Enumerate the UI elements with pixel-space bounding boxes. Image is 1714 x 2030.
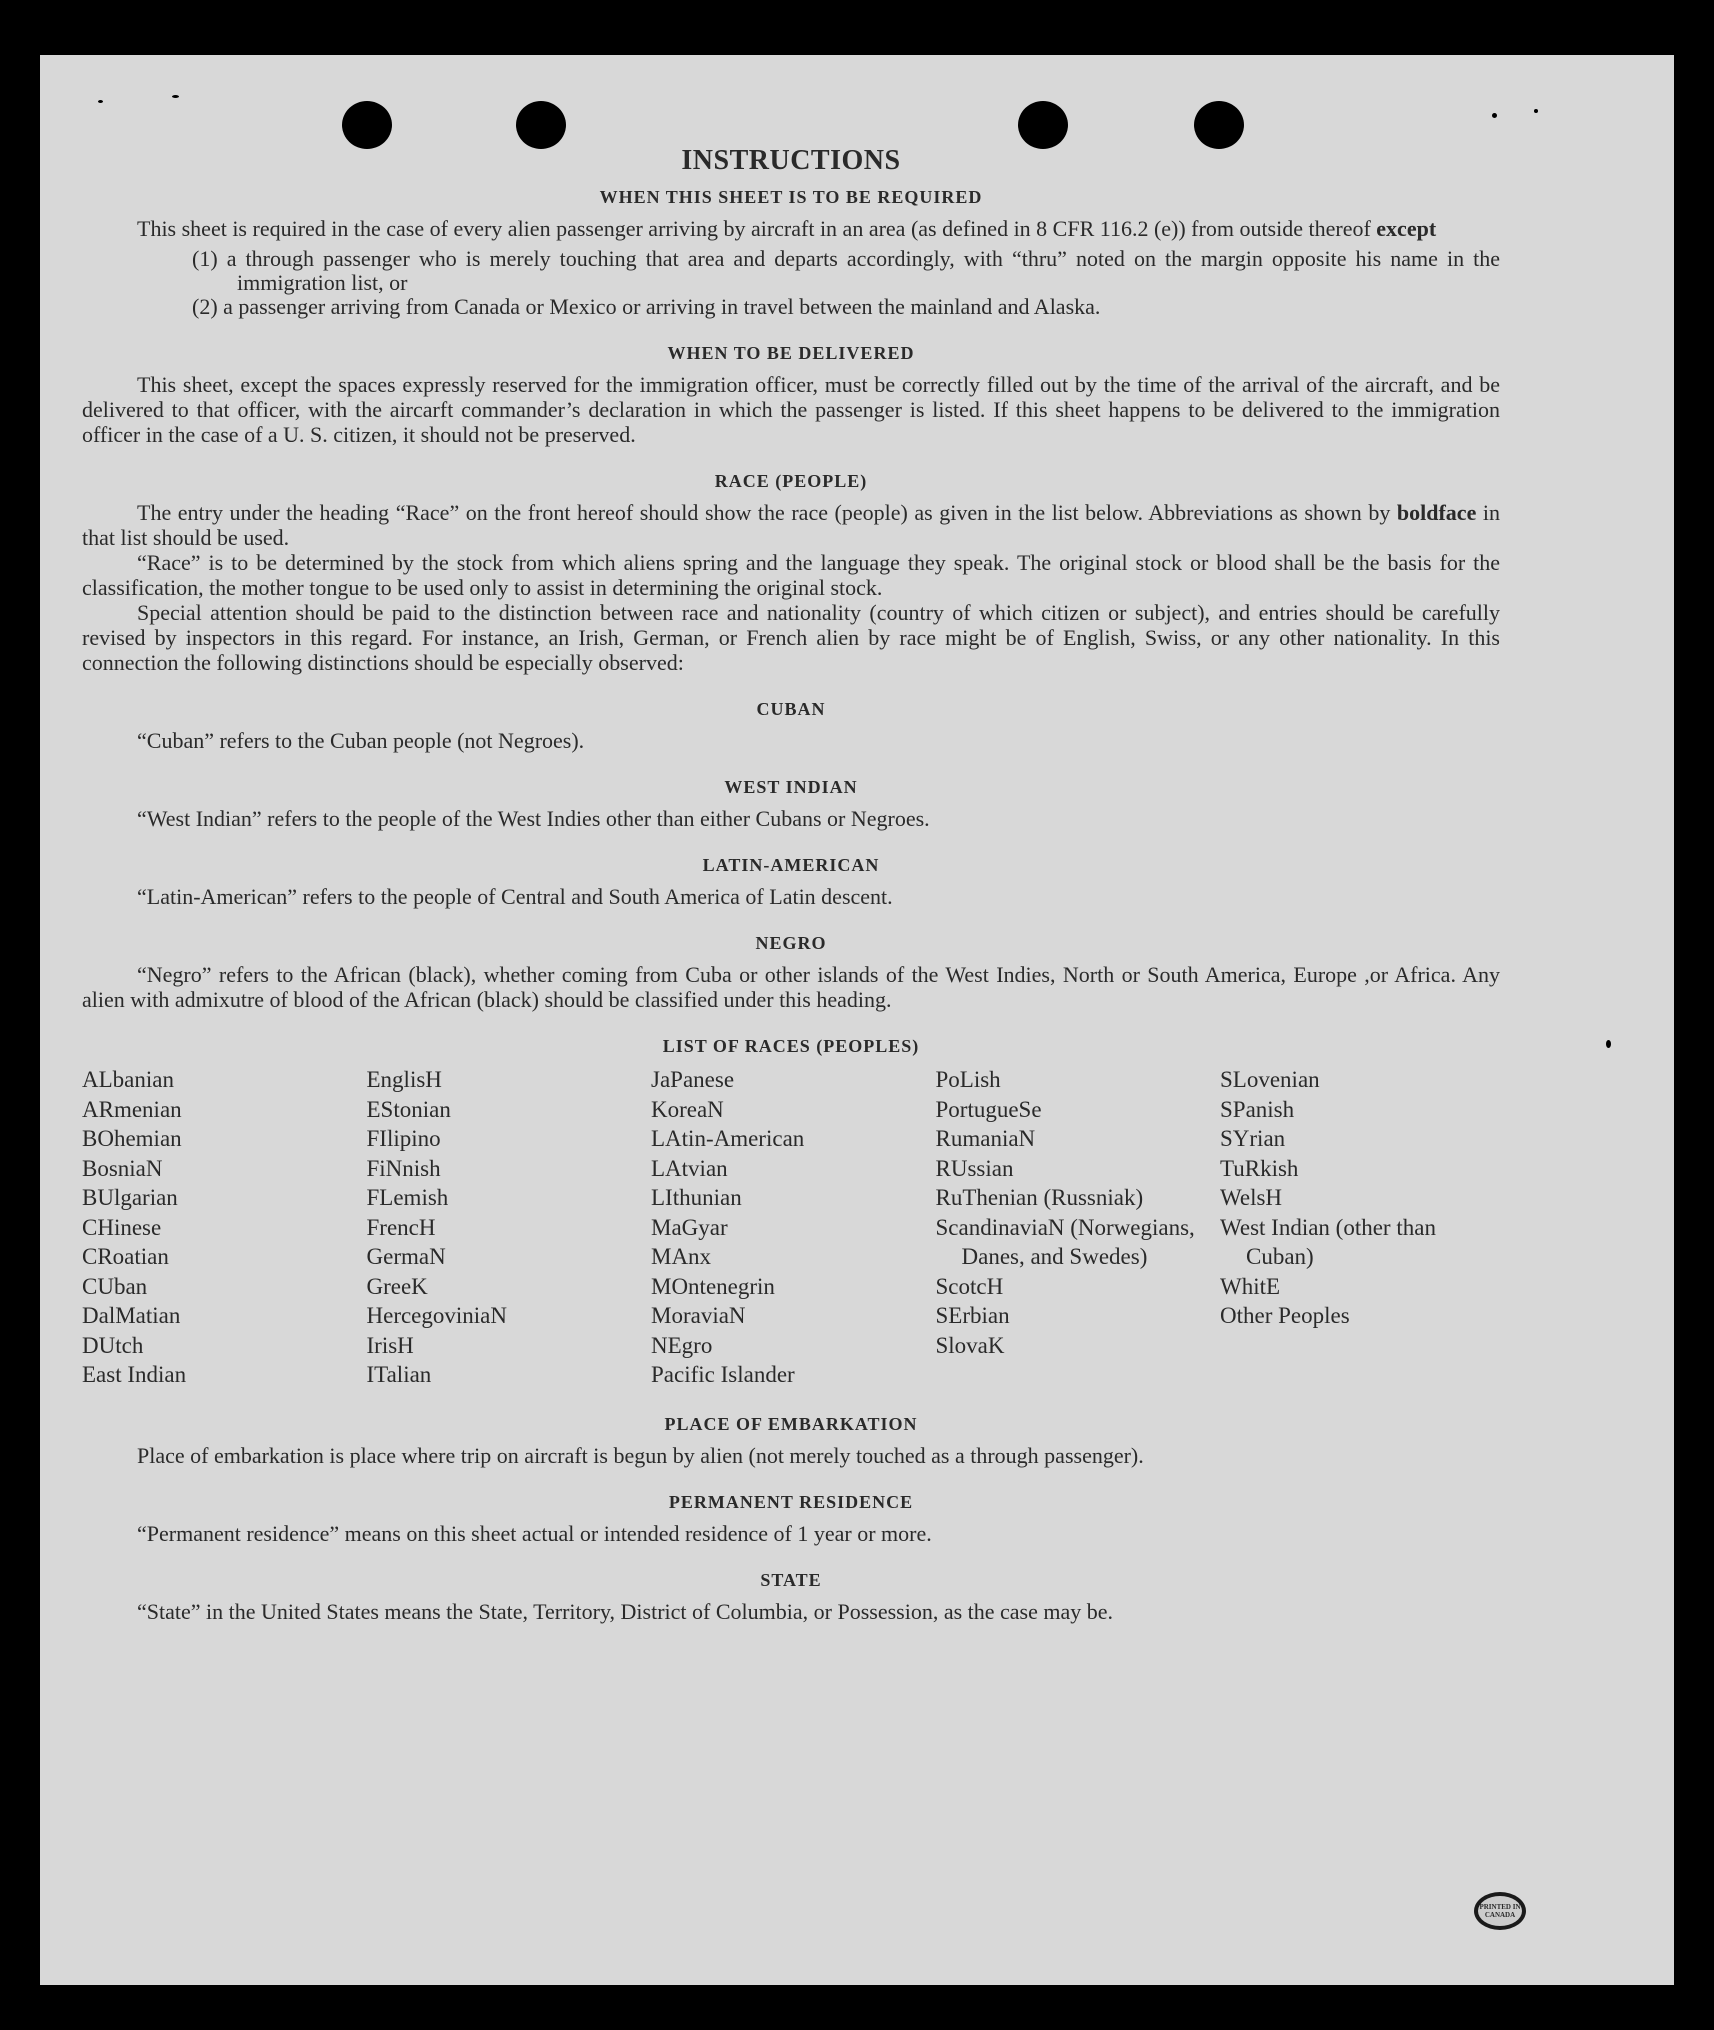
race-entry: FIlipino [366,1126,441,1151]
race-entry: SErbian [935,1303,1010,1328]
race-entry: LAtvian [651,1155,728,1181]
race-entry: JaPanese [651,1067,735,1092]
negro-text: “Negro” refers to the African (black), whether coming from Cuba or other islands of the West Indies, North or South America, Europe ,or Africa. Any alien with admixutre of blood of the African (black) should be classified under this heading. [82,962,1500,1012]
race-entry: RuThenian (Russniak) [935,1185,1144,1210]
race-entry: EStonian [366,1096,451,1122]
punch-hole [342,101,392,149]
race-entry: MAnx [651,1244,712,1269]
latin-american-heading: LATIN-AMERICAN [702,855,880,875]
race-paragraph-3: Special attention should be paid to the distinction between race and nationality (country of which citizen or subject), and entries should be carefully revised by inspectors in this regard. For instance, an Irish, German, or French alien by race might be of English, Swiss, or any other nationality. In this connection the following distinctions should be especially observed: [82,600,1500,675]
scan-speck [1534,109,1538,113]
race-entry: East Indian [82,1362,187,1387]
required-heading: WHEN THIS SHEET IS TO BE REQUIRED [599,187,983,207]
delivered-heading: WHEN TO BE DELIVERED [667,343,915,363]
state-heading: STATE [760,1569,822,1590]
race-entry: BOhemian [82,1126,182,1151]
race-entry: FiNnish [366,1155,441,1181]
race-entry: MOntenegrin [651,1273,775,1299]
race-entry: CRoatian [82,1244,169,1269]
race-entry: EnglisH [366,1067,442,1092]
races-column-2 [367,1065,647,1390]
race-entry: BosniaN [82,1155,163,1181]
punch-hole [1018,101,1068,149]
state-text: “State” in the United States means the State, Territory, District of Columbia, or Possession, as the case may be. [137,1598,1114,1624]
race-entry: KoreaN [651,1096,724,1122]
document-page [40,55,1674,1985]
punch-hole [1194,101,1244,149]
race-entry: SlovaK [935,1332,1005,1358]
race-entry: ARmenian [82,1096,182,1122]
race-entry: MaGyar [651,1214,728,1240]
race-entry: DUtch [82,1332,144,1358]
race-paragraph-2: “Race” is to be determined by the stock from which aliens spring and the language they speak. The original stock or blood shall be the basis for the classification, the mother tongue to be used only to assist in determining the original stock. [82,550,1500,600]
race-entry: WhitE [1220,1273,1281,1299]
race-paragraph-1: The entry under the heading “Race” on the front hereof should show the race (people) as given in the list below. Abbreviations as shown by boldface in that list should be used. [82,500,1501,550]
races-column-3 [651,1065,931,1390]
west-indian-text: “West Indian” refers to the people of the West Indies other than either Cubans or Negroes. [137,806,930,831]
race-entry: ScandinaviaN (Norwegians, Danes, and Swedes) [935,1214,1195,1269]
race-entry: HercegoviniaN [366,1303,507,1328]
race-entry: TuRkish [1220,1155,1299,1181]
race-entry: IrisH [366,1332,414,1358]
race-entry: WelsH [1220,1185,1283,1210]
cuban-heading: CUBAN [756,699,826,719]
required-item-2: (2) a passenger arriving from Canada or Mexico or arriving in travel between the mainland and Alaska. [192,294,1101,319]
embarkation-text: Place of embarkation is place where trip on aircraft is begun by alien (not merely touched as a through passenger). [137,1442,1144,1468]
page-title: INSTRUCTIONS [681,145,901,176]
race-entry: SLovenian [1220,1067,1320,1092]
required-intro: This sheet is required in the case of every alien passenger arriving by aircraft in an area (as defined in 8 CFR 116.2 (e)) from outside thereof except [137,216,1437,241]
race-entry: FLemish [366,1185,449,1210]
races-column-5 [1220,1065,1500,1390]
races-list [82,1065,1500,1390]
race-entry: PoLish [935,1067,1001,1092]
race-entry: LAtin-American [651,1126,805,1151]
race-entry: FrencH [366,1214,436,1240]
race-entry: ITalian [366,1362,432,1387]
scan-speck [1492,113,1497,118]
punch-hole [516,101,566,149]
race-entry: Other Peoples [1220,1303,1350,1328]
latin-american-text: “Latin-American” refers to the people of Central and South America of Latin descent. [137,884,893,909]
race-entry: RUssian [935,1155,1014,1181]
negro-heading: NEGRO [755,933,827,953]
race-entry: LIthunian [651,1185,742,1210]
race-entry: DalMatian [82,1303,181,1328]
race-entry: ScotcH [935,1273,1004,1299]
races-column-1 [82,1065,362,1390]
races-column-4 [936,1065,1216,1390]
race-entry: NEgro [651,1332,713,1358]
residence-text: “Permanent residence” means on this sheet actual or intended residence of 1 year or more. [137,1520,932,1546]
residence-heading: PERMANENT RESIDENCE [668,1491,914,1512]
race-heading: RACE (PEOPLE) [714,471,868,491]
race-entry: ALbanian [82,1067,174,1092]
printed-in-canada-stamp: PRINTED IN CANADA [1474,1892,1526,1930]
race-entry: BUlgarian [82,1185,178,1210]
scan-speck [98,100,103,103]
race-entry: RumaniaN [935,1126,1036,1151]
required-item-1: (1) a through passenger who is merely touching that area and departs accordingly, with “thru” noted on the margin opposite his name in the immigration list, or [192,246,1500,295]
races-list-heading: LIST OF RACES (PEOPLES) [662,1036,920,1056]
scan-speck [1606,1040,1611,1048]
race-entry: GreeK [366,1273,428,1299]
race-entry: SYrian [1220,1126,1286,1151]
delivered-text: This sheet, except the spaces expressly reserved for the immigration officer, must be correctly filled out by the time of the arrival of the aircraft, and be delivered to that officer, with the aircarft commander’s declaration in which the passenger is listed. If this sheet happens to be delivered to the immigration officer in the case of a U. S. citizen, it should not be preserved. [82,372,1500,447]
race-entry: GermaN [366,1244,446,1269]
race-entry: CUban [82,1273,148,1299]
race-entry: CHinese [82,1214,162,1240]
west-indian-heading: WEST INDIAN [724,777,858,797]
embarkation-heading: PLACE OF EMBARKATION [664,1413,918,1434]
cuban-text: “Cuban” refers to the Cuban people (not Negroes). [137,728,585,753]
race-entry: SPanish [1220,1096,1295,1122]
race-entry: West Indian (other than Cuban) [1220,1214,1436,1269]
scan-speck [172,95,179,98]
race-entry: Pacific Islander [651,1362,795,1387]
race-entry: MoraviaN [651,1303,746,1328]
race-entry: PortugueSe [935,1096,1042,1122]
